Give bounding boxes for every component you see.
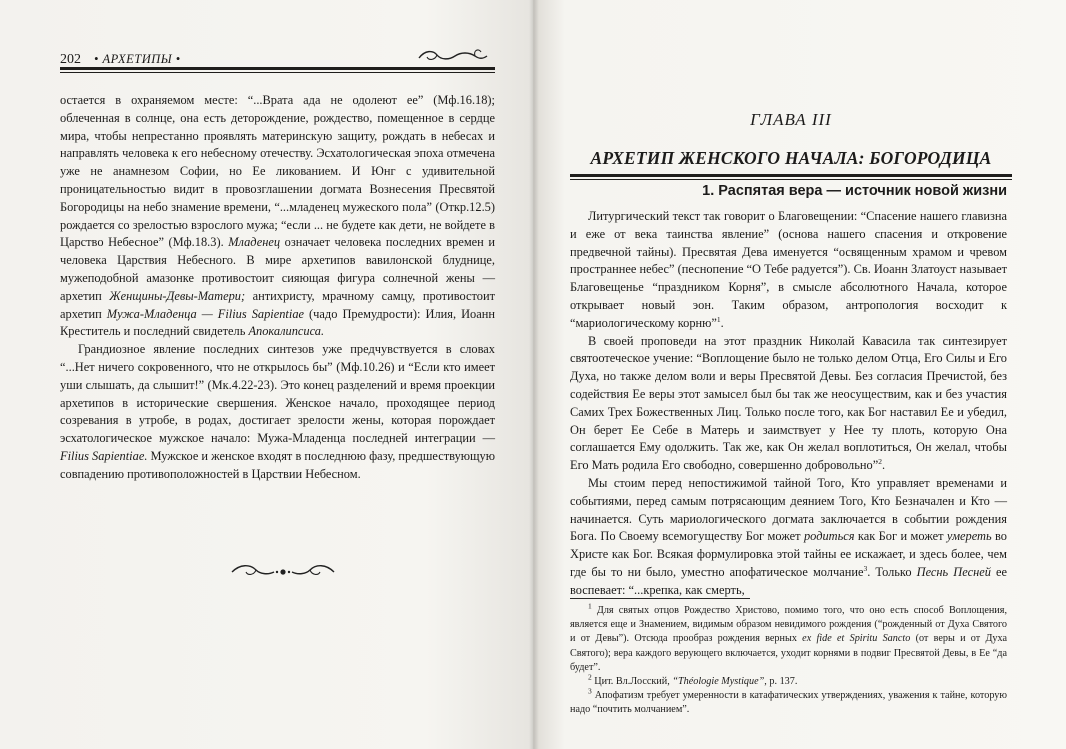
text-run: как Бог и может [854,529,947,544]
footnote-ref: 2 [878,457,882,467]
text-run: Апокалипсиса. [248,324,325,339]
paragraph [570,475,1007,600]
footnote-ref: 1 [716,314,721,324]
text-run: Песнь Песней [916,564,991,579]
paragraph [60,92,495,341]
text-run: родиться [803,529,855,544]
text-run: ex fide et Spiritu Sancto [802,633,911,645]
footnote-ref: 3 [588,686,592,696]
paragraph [60,341,495,483]
text-run: Грандиозное явление последних синтезов уже предчувствуется в словах “...Нет ничего сокровенного, что не открылось бы” (Мф.10.26) и “Если кто имеет уши слышать, да слышит!” (Мк.4.22-23). Это конец разделений и время проекции архетипов в исторические свершения. Женское начало, проходящее период созревания в утробе, в родах, достигает зрелости жены, которая порождает эсхатологическое мужское начало: Мужа-Младенца последней интеграции — [60,342,495,446]
text-run: (чадо Премудрости): Илия, Иоанн Креститель и последний свидетель [60,306,495,339]
text-run: Цит. Вл.Лосский, [591,676,673,688]
text-run: Для святых отцов Рождество Христово, помимо того, что оно есть способ Воплощения, является еще и Знамением, видимым образом невидимого рождения (“рожденный от Духа Святого и от Девы”). Отсюда прообраз рождения верных [570,605,1007,645]
right-body-text [570,208,1007,600]
text-run: ее воспевает: “...крепка, как смерть, [570,564,1008,597]
page-number: 202 [60,52,81,67]
text-run: (от веры и от Духа Святого); вера каждого верующего включается, уходит корнями в подвиг Пресвятой Девы, в Ее “да будет”. [570,633,1007,673]
text-run: . [881,458,886,473]
left-body-text [60,92,495,484]
header-rule-thick [60,67,495,70]
text-run: антихристу, мрачному самцу, противостоит архетип [60,288,495,321]
book-gutter [529,0,539,749]
footnote-ref: 3 [863,563,868,573]
text-run: означает человека последних времен и человека Царствия Небесного. В мире архетипов вавилонской блуднице, мужеподобной амазонке противостоит сияющая фигура солнечной жены — архетип [60,235,495,303]
section-title: 1. Распятая вера — источник новой жизни [702,183,1007,199]
footnote [570,686,1007,717]
text-run: . [720,315,724,330]
end-ornament-icon [228,562,338,580]
text-run: во Христе как Бог. Всякая формулировка этой тайны ее искажает, и здесь более, чем где бы то ни было, уместно апофатическое молчание [570,529,1007,579]
footnote-rule [570,598,750,599]
text-run: Мужское и женское входят в последнюю фазу, предшествующую совпадению противоположностей в Царствии Небесном. [60,448,496,481]
text-run: умереть [946,529,992,544]
text-run: Filius Sapientiae. [60,448,148,463]
chapter-rule-thin [570,179,1012,180]
text-run: “Théologie Mystique” [672,676,765,688]
footnote-ref: 1 [588,601,592,611]
text-run: Апофатизм требует умеренности в катафатических утверждениях, уважения к тайне, которую надо “почтить молчанием”. [570,690,1007,716]
chapter-label: ГЛАВА III [750,110,832,129]
text-run: , p. 137. [764,676,798,688]
text-run: Мужа-Младенца — Filius Sapientiae [106,306,305,321]
text-run: В своей проповеди на этот праздник Николай Кавасила так синтезирует святоотеческое учение: “Воплощение было не только делом Отца, Его Силы и Его Духа, но также делом воли и веры Пресвятой Девы. Без согласия Пречистой, без содействия Ее веры этот замысел был бы так же неосуществим, как и без участия Самих Трех Божественных Лиц. Только после того, как Бог наставил Ее и убедил, Он берет Ее Себе в Матерь и заимствует у Нее ту плоть, которую Она соглашается Ему одолжить. Так же, как Он желал воплотиться, Он желал, чтобы Его Мать родила Его свободно, совершенно добровольно” [570,333,1007,473]
footnotes [570,601,1007,718]
header-ornament-icon [415,46,490,66]
text-run: Литургический текст так говорит о Благовещении: “Спасение нашего главизна и еже от века таинства явление” (основа нашего спасения и откровение предвечной тайны). Пресвятая Дева именуется “освященным храмом и чревом пространнее небес” (песнопение “О Тебе радуется”). Св. Иоанн Златоуст называет Благовещенье “праздником Корня”, в смысле абсолютного Начала, которое открывает новый эон. Таким образом, антропология восходит к “мариологическому корню” [570,209,1007,330]
text-run: . Только [867,564,917,579]
text-run: Младенец [228,235,281,250]
footnote-ref: 2 [588,672,592,682]
text-run: Мы стоим перед непостижимой тайной Того, Кто управляет временами и событиями, перед самым потрясающим деянием Того, Кто Безначален и Кто — начинается. Суть мариологического догмата заключается в событии рождения Бога. По Своему всемогуществу Бог может [570,475,1007,544]
text-run: остается в охраняемом месте: “...Врата ада не одолеют ее” (Мф.16.18); облеченная в солнце, она есть деторождение, рождество, помещенное в сердце мира, чтобы непрестанно проявлять материнскую защиту, рождать в небесах и направлять человека к его небесному отечеству. Эсхатологическая эпоха отмечена уже не анамнезом Софии, но Ее ликованием. И Юнг с удивительной проницательностью видит в провозглашении догмата Вознесения Пресвятой Богородицы на небо знамение времени, “...младенец мужеского пола” (Откр.12.5) рождается со зрелостью взрослого мужа; “если ... не будете как дети, не войдете в Царство Небесное” (Мф.18.3). [60,93,495,250]
header-rule-thin [60,72,495,73]
paragraph [570,208,1007,333]
paragraph [570,333,1007,475]
text-run: Женщины-Девы-Матери; [109,288,246,303]
chapter-title: АРХЕТИП ЖЕНСКОГО НАЧАЛА: БОГОРОДИЦА [590,148,992,168]
running-title: • АРХЕТИПЫ • [94,52,181,66]
chapter-rule-thick [570,174,1012,177]
footnote [570,601,1007,675]
footnote [570,672,1007,689]
